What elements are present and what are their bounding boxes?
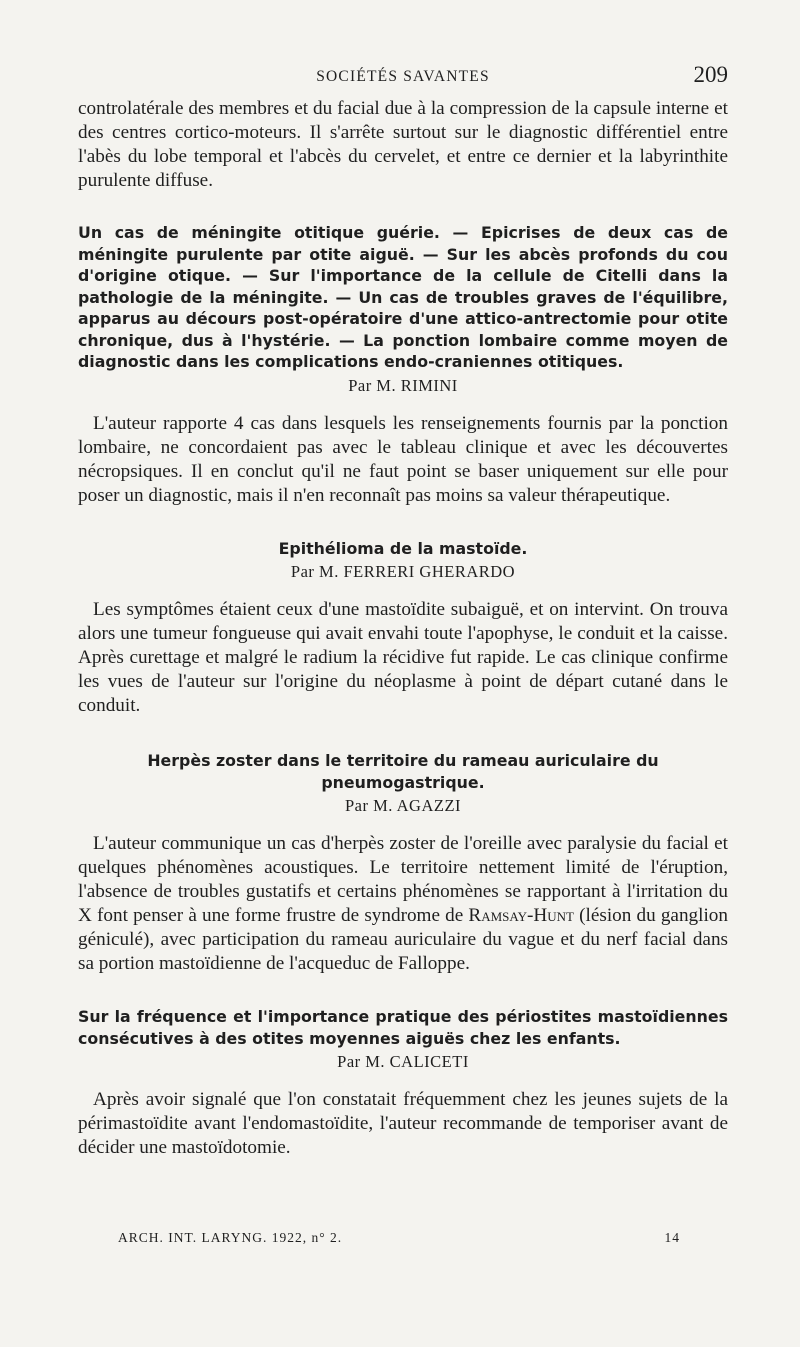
section-body-ferreri: Les symptômes étaient ceux d'une mastoïdite subaiguë, et on intervint. On trouva alors une tumeur fongueuse qui avait envahi toute l'apophyse, le conduit et la caisse. Après curettage et malgré le radium la récidive fut rapide. Le cas clinique confirme les vues de l'auteur sur l'origine du néoplasme à point de départ cutané dans le conduit. bbox=[78, 599, 728, 716]
page-footer bbox=[118, 1230, 680, 1246]
running-head-title: SOCIÉTÉS SAVANTES bbox=[316, 68, 490, 85]
intro-paragraph: controlatérale des membres et du facial due à la compression de la capsule interne et des centres cortico-moteurs. Il s'arrête surtout sur le diagnostic différentiel entre l'abès du lobe temporal et l'abcès du cervelet, et entre ce dernier et la labyrinthite purulente diffuse. bbox=[78, 98, 728, 191]
author-rimini: Par M. RIMINI bbox=[348, 375, 458, 395]
eponym-name: Ramsay-Hunt bbox=[468, 905, 574, 926]
section-body-caliceti: Après avoir signalé que l'on constatait fréquemment chez les jeunes sujets de la périmastoïdite avant l'endomastoïdite, l'auteur recommande de temporiser avant de décider une mastoïdotomie. bbox=[78, 1089, 728, 1158]
section-heading-rimini: Un cas de méningite otitique guérie. — Epicrises de deux cas de méningite purulente par otite aiguë. — Sur les abcès profonds du cou d'origine otique. — Sur l'importance de la cellule de Citelli dans la pathologie de la méningite. — Un cas de troubles graves de l'équilibre, apparus au décours post-opératoire d'une attico-antrectomie pour otite chronique, dus à l'hystérie. — La ponction lombaire comme moyen de diagnostic dans les complications endo-craniennes otitiques. bbox=[78, 223, 728, 371]
page-number: 209 bbox=[693, 62, 728, 87]
signature-mark: 14 bbox=[664, 1230, 680, 1245]
section-heading-caliceti: Sur la fréquence et l'importance pratique des périostites mastoïdiennes consécutives à des otites moyennes aiguës chez les enfants. bbox=[78, 1007, 728, 1048]
author-agazzi: Par M. AGAZZI bbox=[344, 796, 462, 815]
section-heading-ferreri: Epithélioma de la mastoïde. bbox=[278, 538, 528, 558]
running-header bbox=[78, 62, 728, 92]
section-heading-agazzi: Herpès zoster dans le territoire du rameau auriculaire du pneumogastrique. bbox=[147, 751, 659, 792]
body-text: L'auteur communique un cas d'herpès zoster de l'oreille avec paralysie du facial et quelques phénomènes acoustiques. Le territoire nettement limité de l'éruption, l'absence de troubles gustatifs et certains phénomènes se rapportant à l'irritation du X font penser à une forme frustre de syndrome de bbox=[78, 833, 728, 926]
journal-reference: ARCH. INT. LARYNG. 1922, n° 2. bbox=[118, 1230, 343, 1245]
body-text: (lésion du ganglion géniculé), avec participation du rameau auriculaire du vague et du nerf facial dans sa portion mastoïdienne de l'acqueduc de Falloppe. bbox=[78, 905, 728, 974]
author-ferreri: Par M. FERRERI GHERARDO bbox=[290, 562, 516, 581]
author-caliceti: Par M. CALICETI bbox=[337, 1052, 469, 1071]
section-body-agazzi bbox=[78, 832, 728, 976]
section-body-rimini: L'auteur rapporte 4 cas dans lesquels les renseignements fournis par la ponction lombaire, ne concordaient pas avec le tableau clinique et avec les découvertes nécropsiques. Il en conclut qu'il ne faut point se baser uniquement sur elle pour poser un diagnostic, mais il n'en reconnaît pas moins sa valeur thérapeutique. bbox=[78, 412, 728, 506]
